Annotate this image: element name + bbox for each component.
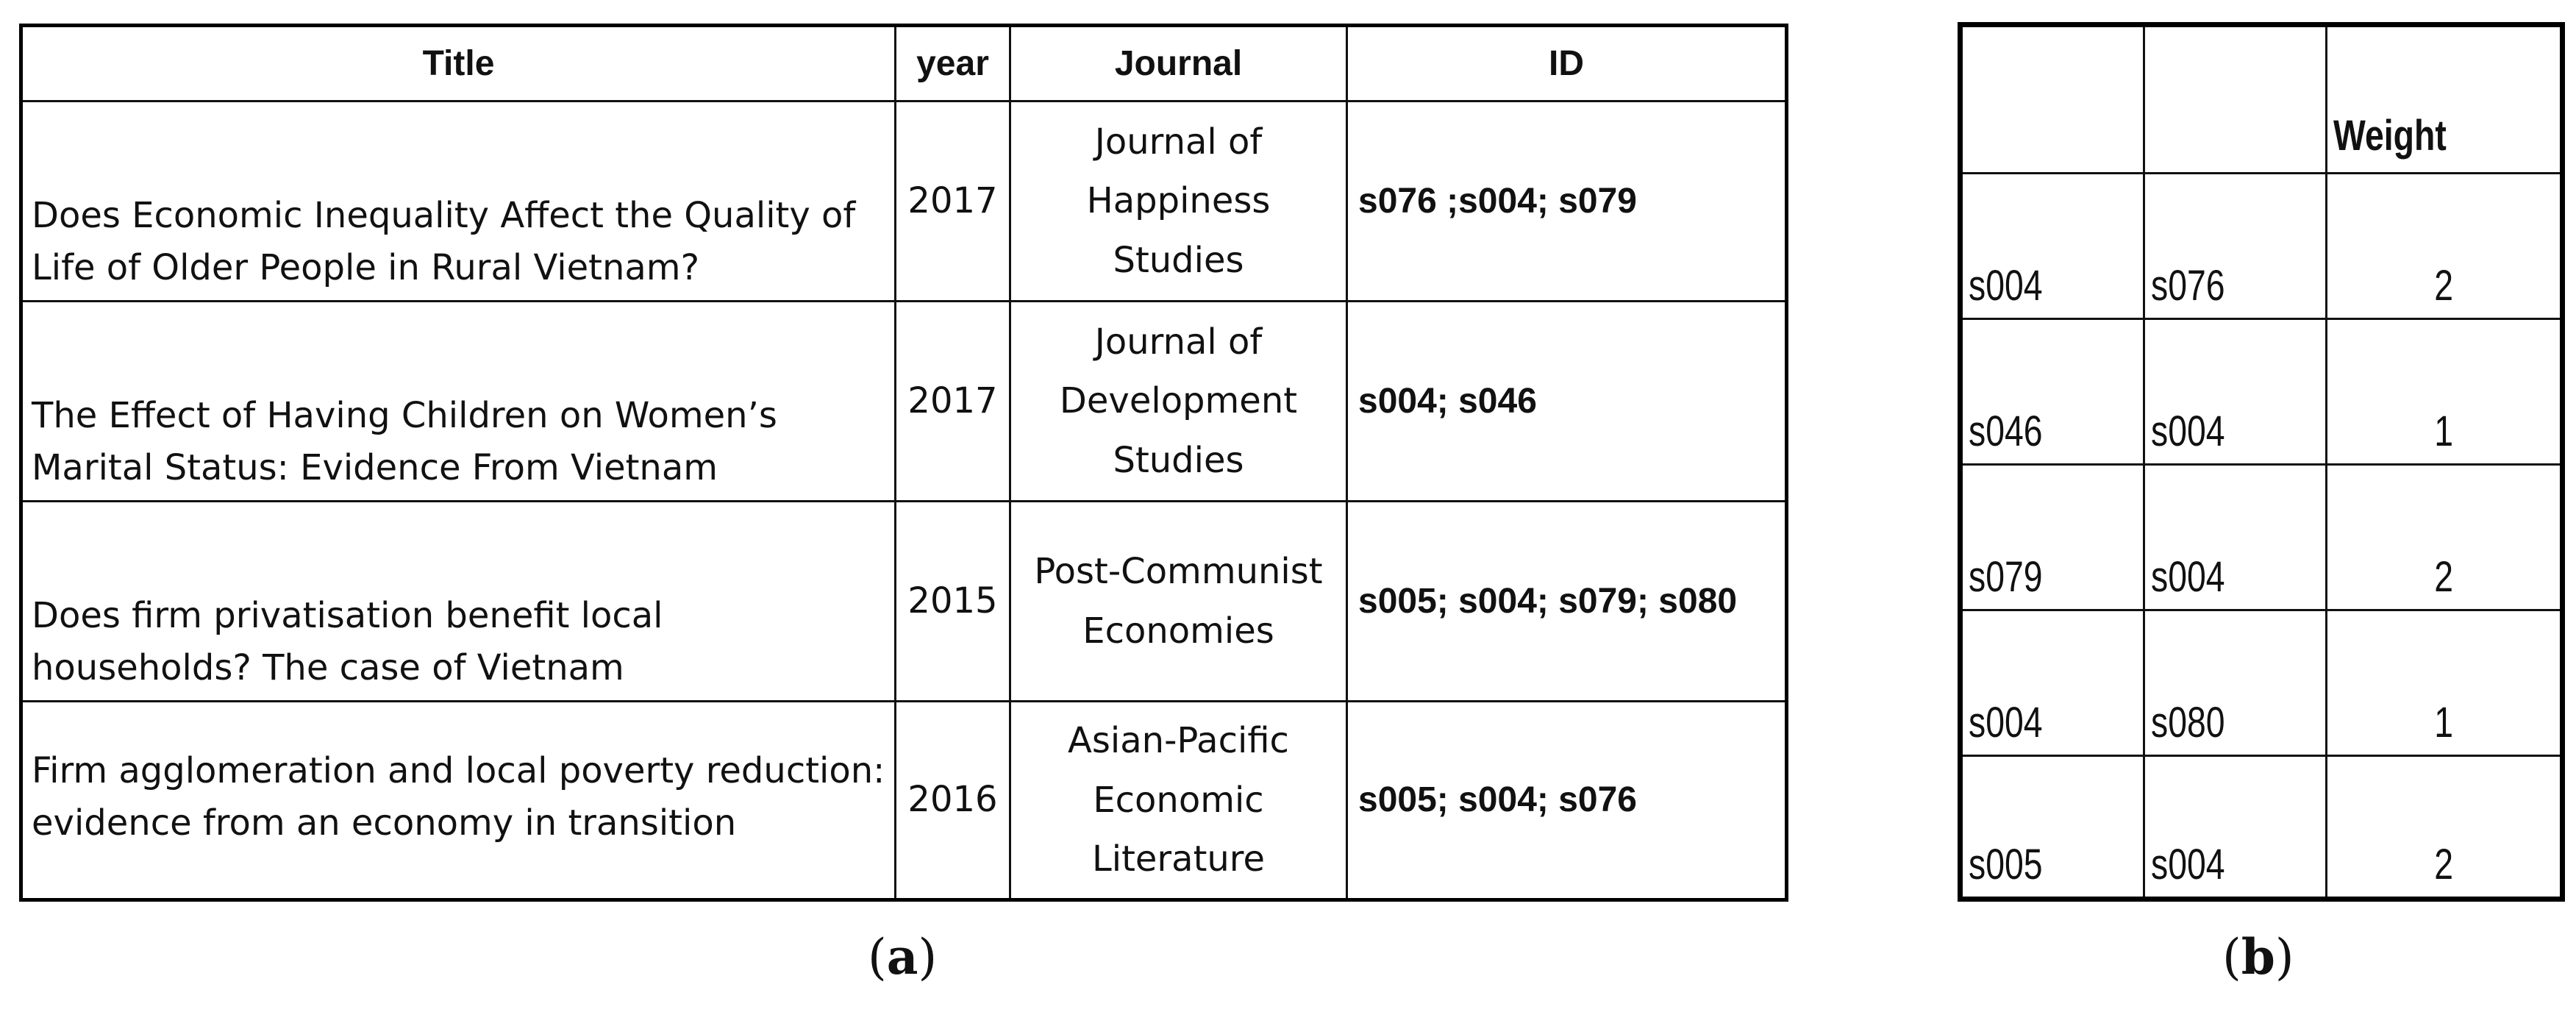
edge-2-source: s046: [1963, 320, 2145, 466]
panel-label-b: (b): [2222, 928, 2294, 986]
papers-table: [19, 24, 1788, 902]
edge-5-source: s005: [1963, 757, 2145, 897]
edge-2-weight: 1: [2327, 320, 2560, 466]
edge-5-weight: 2: [2434, 841, 2453, 888]
header-year: year: [896, 27, 1011, 102]
row-2-id: s004; s046: [1348, 302, 1785, 502]
row-3-year: 2015: [896, 502, 1011, 702]
edge-4-weight: 1: [2327, 611, 2560, 757]
row-1-id: s076 ;s004; s079: [1348, 102, 1785, 302]
row-2-journal: Journal of Development Studies: [1011, 302, 1348, 502]
header-weight: Weight: [2327, 27, 2560, 174]
edge-4-source: s004: [1963, 611, 2145, 757]
header-col1: [1963, 27, 2145, 174]
row-4-year: 2016: [896, 702, 1011, 898]
row-1-year: 2017: [896, 102, 1011, 302]
row-4-journal: Asian-Pacific Economic Literature: [1011, 702, 1348, 898]
edge-3-target: s004: [2145, 466, 2327, 611]
edge-3-source: s079: [1963, 466, 2145, 611]
edge-1-weight: 2: [2327, 174, 2560, 320]
row-3-id: s005; s004; s079; s080: [1348, 502, 1785, 702]
header-id: ID: [1348, 27, 1785, 102]
edge-2-target: s004: [2145, 320, 2327, 466]
row-4-title: Firm agglomeration and local poverty reduction: evidence from an economy in transition: [23, 702, 896, 898]
row-2-title: The Effect of Having Children on Women’s Marital Status: Evidence From Vietnam: [23, 302, 896, 502]
weights-table: [1958, 22, 2565, 902]
row-2-year: 2017: [896, 302, 1011, 502]
row-1-journal: Journal of Happiness Studies: [1011, 102, 1348, 302]
header-title: Title: [23, 27, 896, 102]
panel-label-a: (a): [868, 928, 938, 986]
header-col2: [2145, 27, 2327, 174]
row-1-title: Does Economic Inequality Affect the Quality of Life of Older People in Rural Vietnam?: [23, 102, 896, 302]
row-3-title: Does firm privatisation benefit local households? The case of Vietnam: [23, 502, 896, 702]
edge-3-weight: 2: [2327, 466, 2560, 611]
header-journal: Journal: [1011, 27, 1348, 102]
row-4-id: s005; s004; s076: [1358, 780, 1637, 820]
row-3-journal: Post-Communist Economies: [1011, 502, 1348, 702]
edge-1-target: s076: [2145, 174, 2327, 320]
edge-1-source: s004: [1963, 174, 2145, 320]
edge-5-target: s004: [2145, 757, 2327, 897]
edge-4-target: s080: [2145, 611, 2327, 757]
